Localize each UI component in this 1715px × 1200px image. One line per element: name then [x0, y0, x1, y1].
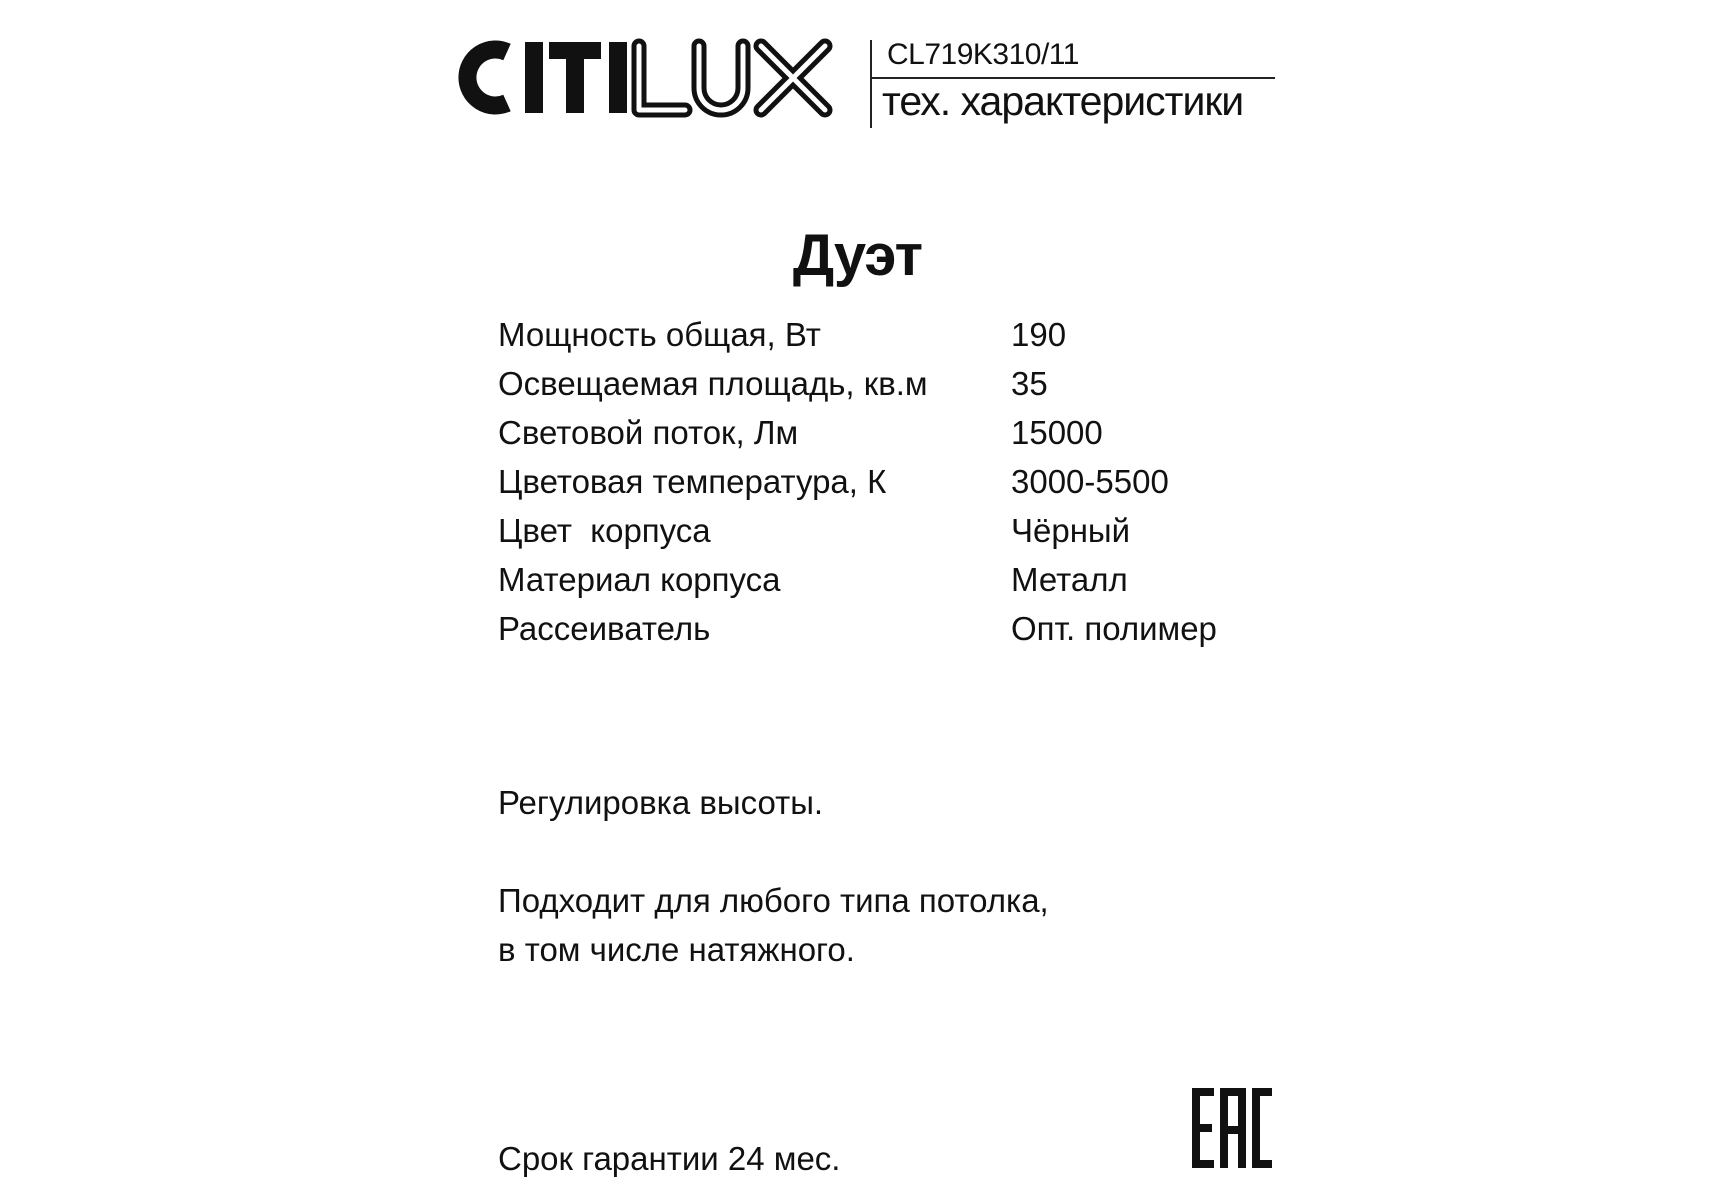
- document-type: тех. характеристики: [882, 78, 1244, 124]
- height-adjustment-note: Регулировка высоты.: [498, 784, 824, 821]
- spec-table: [498, 316, 1217, 659]
- spec-value: 35: [1011, 365, 1048, 402]
- spec-value: 190: [1011, 316, 1067, 353]
- spec-value: Чёрный: [1011, 512, 1131, 549]
- spec-value: 15000: [1011, 414, 1103, 451]
- spec-label: Световой поток, Лм: [498, 414, 799, 451]
- ceiling-note-line-1: Подходит для любого типа потолка,: [498, 882, 1049, 919]
- warranty-note: Срок гарантии 24 мес.: [498, 1140, 841, 1177]
- header: [445, 30, 1275, 130]
- spec-row: [498, 561, 1128, 610]
- spec-label: Цветовая температура, К: [498, 463, 887, 500]
- spec-row: [498, 414, 1103, 463]
- spec-row: [498, 610, 1217, 659]
- spec-value: 3000-5500: [1011, 463, 1169, 500]
- spec-row: [498, 463, 1169, 512]
- spec-label: Материал корпуса: [498, 561, 781, 598]
- spec-row: [498, 512, 1131, 561]
- eac-certification-mark: [1192, 1088, 1272, 1168]
- model-number: CL719K310/11: [887, 38, 1079, 71]
- spec-value: Металл: [1011, 561, 1128, 598]
- citilux-logo: [445, 30, 837, 125]
- spec-row: [498, 365, 1048, 414]
- spec-label: Рассеиватель: [498, 610, 711, 647]
- spec-label: Мощность общая, Вт: [498, 316, 821, 353]
- ceiling-note-line-2: в том числе натяжного.: [498, 931, 855, 968]
- spec-row: [498, 316, 1067, 365]
- spec-value: Опт. полимер: [1011, 610, 1217, 647]
- spec-label: Цвет корпуса: [498, 512, 711, 549]
- product-title: Дуэт: [792, 223, 923, 288]
- header-divider-vertical: [870, 40, 872, 128]
- spec-label: Освещаемая площадь, кв.м: [498, 365, 928, 402]
